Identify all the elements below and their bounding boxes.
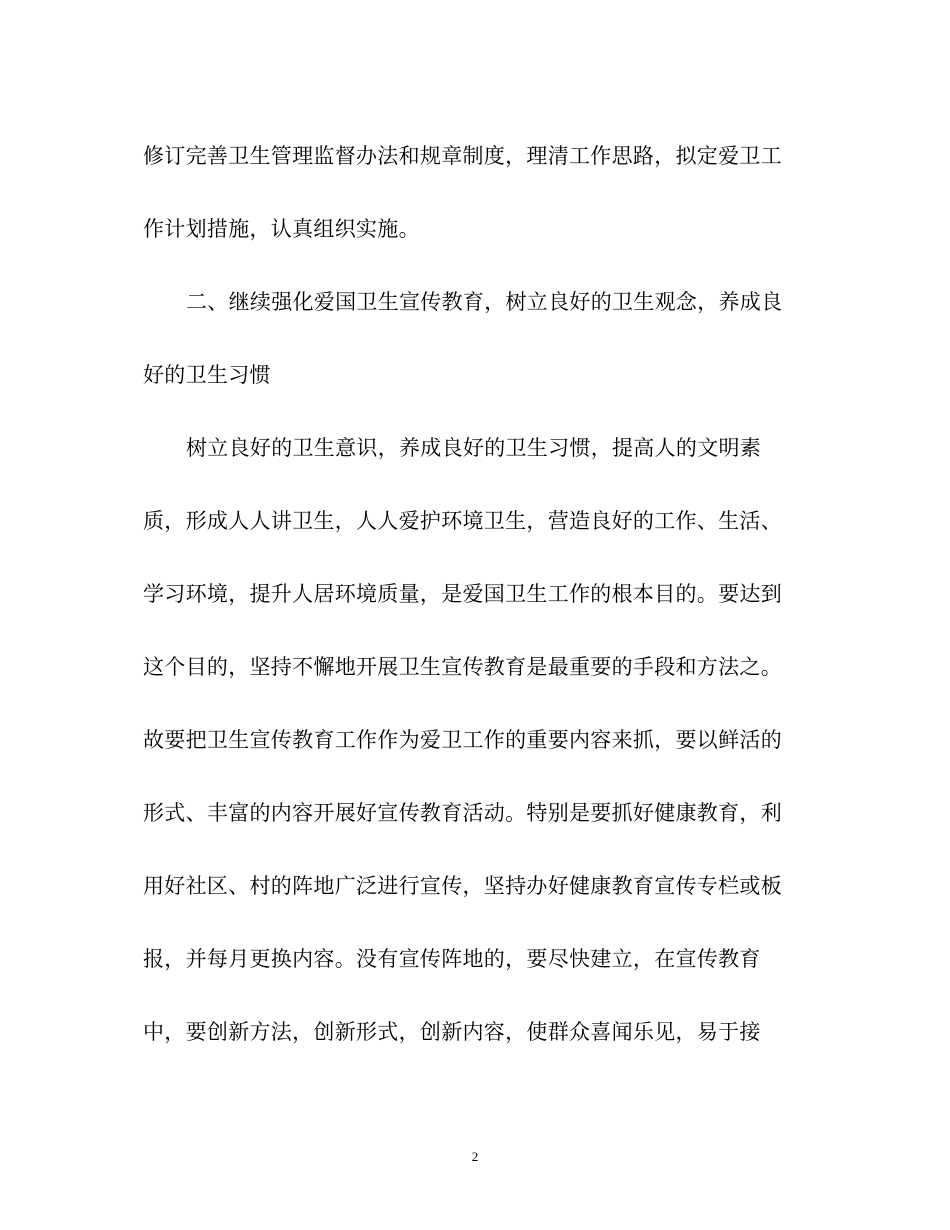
page-number: 2: [471, 1149, 479, 1164]
section-heading-line: 二、继续强化爱国卫生宣传教育，树立良好的卫生观念，养成良: [186, 290, 783, 314]
section-heading-line: 好的卫生习惯: [143, 363, 271, 387]
text-line: 作计划措施，认真组织实施。: [143, 217, 420, 241]
text-line: 报，并每月更换内容。没有宣传阵地的，要尽快建立，在宣传教育: [143, 947, 761, 971]
text-line: 质，形成人人讲卫生，人人爱护环境卫生，营造良好的工作、生活、: [143, 509, 782, 533]
text-line: 这个目的，坚持不懈地开展卫生宣传教育是最重要的手段和方法之。: [143, 655, 782, 679]
text-line: 中，要创新方法，创新形式，创新内容，使群众喜闻乐见，易于接: [143, 1020, 761, 1044]
text-line: 学习环境，提升人居环境质量，是爱国卫生工作的根本目的。要达到: [143, 582, 782, 606]
text-line: 故要把卫生宣传教育工作作为爱卫工作的重要内容来抓，要以鲜活的: [143, 728, 782, 752]
text-line: 用好社区、村的阵地广泛进行宣传，坚持办好健康教育宣传专栏或板: [143, 874, 782, 898]
text-line: 树立良好的卫生意识，养成良好的卫生习惯，提高人的文明素: [186, 436, 762, 460]
text-line: 修订完善卫生管理监督办法和规章制度，理清工作思路，拟定爱卫工: [143, 144, 782, 168]
text-line: 形式、丰富的内容开展好宣传教育活动。特别是要抓好健康教育，利: [143, 801, 782, 825]
